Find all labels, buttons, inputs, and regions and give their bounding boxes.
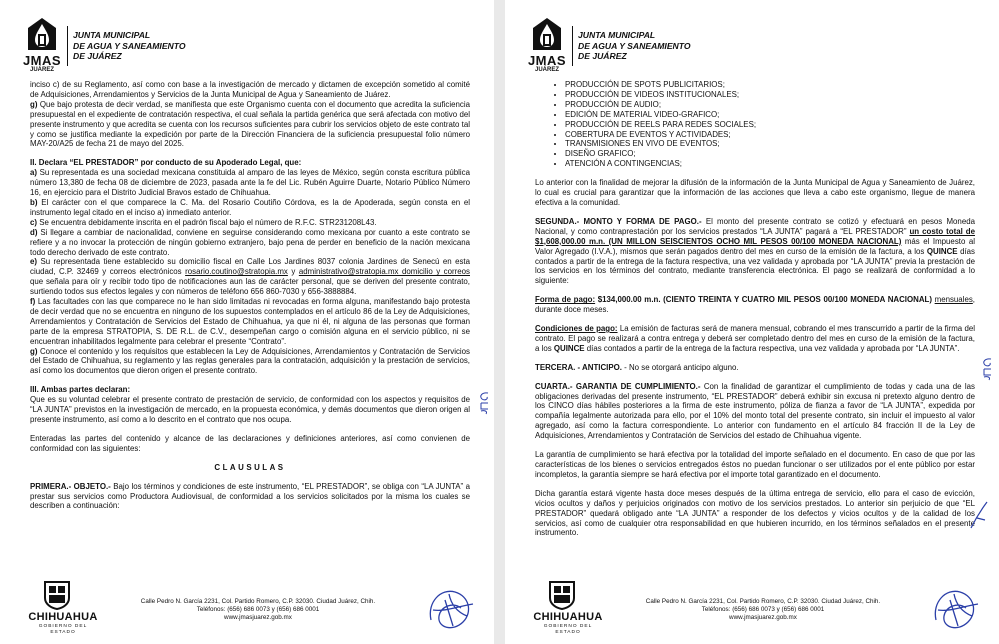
footer-brand: CHIHUAHUA [533, 611, 603, 623]
margin-initials [979, 356, 995, 382]
paragraph: g) Conoce el contenido y los requisitos que establecen la Ley de Adquisiciones, Arrendamientos y Contratación de Servicios del Estado de Chihuahua, su reglamento y las reglas generales para la contratación, adquisición y la prestación de servicios, así como los documentos que dieron origen el presente contrato. [30, 346, 470, 376]
page-gutter [494, 0, 505, 644]
jmas-logo [22, 16, 62, 74]
paragraph: f) Las facultades con las que comparece no le han sido limitadas ni revocadas en forma alguna, manifestando bajo protesta de decir verdad que no se encuentra en ninguno de los supuestos contemplados en el artículo 86 de la Ley de Adquisiciones, Arrendamientos y Contratación de Servicios del Estado de Chihuahua, ya que ni él, ni alguna de las personas que forman parte de la empresa STRATOPIA, S. DE R.L. de C.V., desempeñan cargo o comisión alguna en el servicio público, ni se encuentran inhabilitados legalmente para celebrar el presente “Contrato”. [30, 297, 470, 346]
list-item: • DISEÑO GRAFICO; [565, 149, 975, 159]
logo-subtext: JUÁREZ [534, 67, 559, 73]
signature-icon [423, 582, 481, 638]
header-title-line: JUNTA MUNICIPAL [578, 30, 656, 40]
paragraph: SEGUNDA.- MONTO Y FORMA DE PAGO.- El monto del presente contrato se cotizó y efectuará en pesos Moneda Nacional, y como contraprestación por los servicios prestados “LA JUNTA” pagará a “EL PRESTADOR” un costo total de $1,608,000.00 m.n. (UN MILLON SEISCIENTOS OCHO MIL PESOS 00/100 MONEDA NACIONAL) más el Impuesto al Valor Agregado (I.V.A.), mismos que serán pagados dentro del mes en curso de la emisión de la factura, a los QUINCE días contados a partir de la entrega de la factura respectiva, una vez validada y aprobada por “LA JUNTA” previa la prestación de los servicios en los términos del contrato, mediante transferencia electrónica. El pago se realizará de conformidad a lo siguiente: [535, 216, 976, 286]
list-item: • PRODUCCIÓN DE AUDIO; [565, 100, 975, 110]
email-link[interactable]: administrativo@stratopia.mx domicilio y correos [298, 267, 470, 277]
logo-subtext: JUÁREZ [29, 67, 54, 73]
logo-text: JMAS [22, 53, 62, 68]
header-title [73, 30, 186, 62]
header-title-line: DE JUÁREZ [578, 51, 627, 61]
paragraph: Enteradas las partes del contenido y alcance de las declaraciones y definiciones anteriores, así como convienen de conformidad con las siguientes: [30, 433, 470, 453]
header-title-line: DE AGUA Y SANEAMIENTO [73, 40, 186, 51]
jmas-logo [527, 16, 567, 74]
footer-brand: CHIHUAHUA [28, 611, 98, 623]
paragraph: Forma de pago: $134,000.00 m.n. (CIENTO TREINTA Y CUATRO MIL PESOS 00/100 MONEDA NACIONAL) mensuales, durante doce meses. [535, 295, 975, 315]
services-list [535, 80, 975, 169]
jmas-logo-icon [529, 16, 565, 54]
page-footer [28, 578, 478, 640]
paragraph: inciso c) de su Reglamento, así como con base a la investigación de mercado y dictamen de excepción sometido al comité de Adquisiciones, Arrendamientos y Servicios de la Junta Municipal de Agua y Saneamiento de Juárez. [30, 80, 470, 99]
paragraph: Lo anterior con la finalidad de mejorar la difusión de la información de la Junta Municipal de Agua y Saneamiento de Juárez, lo cual es crucial para garantizar que la información de las acciones que lleva a cabo este organismo, llegue de manera efectiva a la comunidad. [535, 178, 975, 207]
right-page [505, 0, 999, 644]
footer-brand-sub: GOBIERNO DEL ESTADO [543, 624, 593, 635]
section-heading: III. Ambas partes declaran: [30, 385, 131, 395]
paragraph: d) Si llegare a cambiar de nacionalidad, conviene en seguirse considerando como mexicana por cuanto a este contrato se refiere y a no invocar la protección de ningún gobierno extranjero, bajo pena de perder en beneficio de la nación mexicana todo derecho derivado de este contrato. [30, 227, 470, 257]
paragraph: Condiciones de pago: La emisión de facturas será de manera mensual, cobrando el mes transcurrido a partir de la firma del contrato. El pago se realizará a contra entrega y deberá ser completado dentro del mes en curso de la emisión de la factura, a los QUINCE días contados a partir de la entrega de la factura respectiva, una vez validada y aprobada por “LA JUNTA”. [535, 324, 975, 353]
left-page [0, 0, 494, 644]
header-title [578, 30, 691, 62]
paragraph: Dicha garantía estará vigente hasta doce meses después de la última entrega de servicio, ello para el caso de evicción, vicios ocultos y daños y perjuicios originados con motivo de los servicios prestados. Lo anterior sin perjuicio de que “EL PRESTADOR” quedará obligado ante “LA JUNTA” a responder de los defectos y vicios ocultos y de la calidad de los servicios, así como de cualquier otra responsabilidad en que hubieren incurrido, en los términos señalados en el presente instrumento. [535, 488, 975, 538]
paragraph: CUARTA.- GARANTIA DE CUMPLIMIENTO.- Con la finalidad de garantizar el cumplimiento de todas y cada una de las obligaciones derivadas del presente instrumento, “EL PRESTADOR” deberá exhibir sin excusa ni pretexto alguno dentro de los CINCO días hábiles posteriores a la firma de este instrumento, póliza de fianza a favor de “LA JUNTA”, expedida por compañía legalmente autorizada para ello, por el 10% del monto total del presente contrato, sin incluir el impuesto al valor agregado, así como la factura correspondiente. Lo anterior con fundamento en el artículo 84 fracción II de la Ley de Adquisiciones, Arrendamientos y Contratación de Servicios del estado de Chihuahua vigente. [535, 381, 975, 441]
paragraph: La garantía de cumplimiento se hará efectiva por la totalidad del importe señalado en el documento. En caso de que por las características de los bienes o servicios entregados éstos no puedan funcionar o ser utilizados por el ente público por estar incompletos, la garantía siempre se hará efectiva por el importe total garantizado en el documento. [535, 450, 975, 479]
section-heading: II. Declara “EL PRESTADOR” por conducto de su Apoderado Legal, que: [30, 158, 302, 168]
page-header [527, 16, 827, 76]
footer-address: Calle Pedro N. García 2231, Col. Partido Romero, C.P. 32030. Ciudad Juárez, Chih. Teléfonos: (656) 686 0073 y (656) 686 0001 www.jmasjuarez.gob.mx [140, 598, 376, 621]
list-item: • ATENCIÓN A CONTINGENCIAS; [565, 159, 975, 169]
page-body [30, 80, 470, 511]
footer-address: Calle Pedro N. García 2231, Col. Partido Romero, C.P. 32030. Ciudad Juárez, Chih. Teléfonos: (656) 686 0073 y (656) 686 0001 www.jmasjuarez.gob.mx [645, 598, 881, 621]
page-footer [533, 578, 983, 640]
logo-text: JMAS [527, 53, 567, 68]
header-title-line: DE AGUA Y SANEAMIENTO [578, 40, 691, 51]
header-title-line: JUNTA MUNICIPAL [73, 30, 151, 40]
paragraph: c) Se encuentra debidamente inscrita en el padrón fiscal bajo el número de R.F.C. STR231208L43. [30, 217, 377, 227]
paragraph: g) Que bajo protesta de decir verdad, se manifiesta que este Organismo cuenta con el documento que acredita la suficiencia presupuestal en el expediente de contratación respectiva, el cual señala la partida genérica que será afectada con motivo del presente instrumento y que acredita se cuenta con los recursos suficientes para cubrir los servicios objeto de este contrato tal y como se justifica mediante la expedición por parte de la Dirección Financiera de la suficiencia presupuestal folio número MAY-20/A25 de fecha 21 de mayo del 2025. [30, 99, 470, 149]
margin-mark [967, 498, 991, 532]
paragraph: Que es su voluntad celebrar el presente contrato de prestación de servicio, de conformidad con los aspectos y requisitos de “LA JUNTA” previstos en la investigación de mercado, en la propuesta económica, y demás documentos que dieron origen al presente instrumento, así como a lo descrito en el contrato que nos ocupa. [30, 395, 470, 424]
paragraph: b) El carácter con el que comparece la C. Ma. del Rosario Coutiño Córdova, es la de Apoderada, según consta en el instrumento legal citado en el inciso a) inmediato anterior. [30, 197, 470, 217]
paragraph: e) Su representada tiene establecido su domicilio fiscal en Calle Los Jardines 8037 colonia Jardines de Senecú en esta ciudad, C.P. 32469 y correos electrónicos rosario.coutino@stratopia.mx y administrativo@stratopia.mx domicilio y correos que señala para oír y recibir todo tipo de notificaciones aun las de carácter personal, que se deriven del presente contrato, surtiendo todos sus efectos legales y con números de teléfono 656 860-7030 y 656-3888884. [30, 257, 470, 297]
email-link[interactable]: rosario.coutino@stratopia.mx [185, 267, 288, 277]
header-divider [67, 26, 68, 66]
signature-icon [928, 582, 986, 638]
margin-initials [476, 390, 492, 416]
footer-brand-sub: GOBIERNO DEL ESTADO [38, 624, 88, 635]
state-seal-icon [42, 578, 72, 610]
page-body [535, 80, 975, 538]
list-item: • PRODUCCIÓN DE REELS PARA REDES SOCIALES; [565, 120, 975, 130]
paragraph: PRIMERA.- OBJETO.- Bajo los términos y condiciones de este instrumento, “EL PRESTADOR”, se obliga con “LA JUNTA” a prestar sus servicios como Productora Audiovisual, de conformidad a los servicios solicitados por la misma los cuales se describen a continuación: [30, 481, 470, 511]
page-header [22, 16, 322, 76]
state-seal-icon [547, 578, 577, 610]
paragraph: a) Su representada es una sociedad mexicana constituida al amparo de las leyes de México, según consta escritura pública número 13,380 de fecha 08 de diciembre de 2023, pasada ante la fe del Lic. Rubén Aguirre Duarte, Notario Público Número 16, en ejercicio para el Distrito Judicial Bravos estado de Chihuahua. [30, 168, 470, 198]
list-item: • EDICIÓN DE MATERIAL VIDEO-GRAFICO; [565, 110, 975, 120]
list-item: • PRODUCCIÓN DE SPOTS PUBLICITARIOS; [565, 80, 975, 90]
clausulas-heading: CLAUSULAS [214, 462, 286, 472]
list-item: • PRODUCCIÓN DE VIDEOS INSTITUCIONALES; [565, 90, 975, 100]
paragraph: TERCERA. - ANTICIPO. - No se otorgará anticipo alguno. [535, 362, 739, 372]
list-item: • COBERTURA DE EVENTOS Y ACTIVIDADES; [565, 130, 975, 140]
list-item: • TRANSMISIONES EN VIVO DE EVENTOS; [565, 139, 975, 149]
header-title-line: DE JUÁREZ [73, 51, 122, 61]
header-divider [572, 26, 573, 66]
jmas-logo-icon [24, 16, 60, 54]
